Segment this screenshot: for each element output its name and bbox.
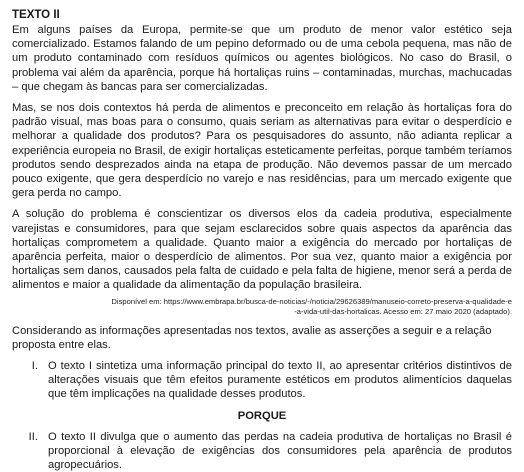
assertion-1-number: I. bbox=[31, 360, 38, 373]
assertion-1-text: O texto I sintetiza uma informação principal do texto II, ao apresentar critérios distintivos de alterações visuais que têm efeitos puramente estéticos em produtos alimentícios daquelas que têm implicações na qualidade desses produtos. bbox=[48, 360, 512, 401]
connector-porque: PORQUE bbox=[237, 409, 287, 422]
paragraph-3: A solução do problema é conscientizar os diversos elos da cadeia produtiva, especialmente varejistas e consumidores, para que sejam esclarecidos sobre quais aspectos da aparência das hortaliças comprometem a qualidade. Quanto maior a exigência do mercado por hortaliças de aparência perfeita, maior o desperdício de alimentos. Por sua vez, quanto maior a exigência por hortaliças sem danos, causados pela falta de cuidado e pela falta de higiene, menor será a perda de alimentos e maior a qualidade da alimentação da população brasileira. bbox=[12, 208, 512, 292]
paragraph-2: Mas, se nos dois contextos há perda de alimentos e preconceito em relação às hortaliças fora do padrão visual, mas boas para o consumo, quais seriam as alternativas para evitar o desperdício e melhorar a qualidade dos produtos? Para os pesquisadores do assunto, não adianta replicar a experiência europeia no Brasil, de exigir hortaliças esteticamente perfeitas, porque também teríamos produtos sendo desprezados ainda na etapa de produção. Não devemos passar de um mercado pouco exigente, que gera desperdício no varejo e nas residências, para um mercado exigente que gera perda no campo. bbox=[12, 102, 512, 200]
source-citation bbox=[12, 297, 512, 317]
paragraph-1: Em alguns países da Europa, permite-se que um produto de menor valor estético seja comercializado. Estamos falando de um pepino deformado ou de uma cebola pequena, mas não de um produto contaminado com resíduos químicos ou agentes biológicos. No caso do Brasil, o problema vai além da aparência, porque há hortaliças ruins – contaminadas, murchas, machucadas – que chegam às bancas para ser comercializadas. bbox=[12, 24, 512, 93]
source-line-1: Disponível em: https://www.embrapa.br/busca-de-noticias/-/noticia/29626389/manuseio-correto-preserva-a-qualidade-e bbox=[111, 296, 512, 306]
assertion-2-number: II. bbox=[28, 430, 38, 443]
source-line-2: -a-vida-util-das-hortalicas. Acesso em: 27 maio 2020 (adaptado). bbox=[294, 306, 512, 316]
instruction-text: Considerando as informações apresentadas nos textos, avalie as asserções a seguir e a relação proposta entre elas. bbox=[12, 324, 492, 351]
assertion-2 bbox=[12, 430, 512, 472]
text-title: TEXTO II bbox=[12, 9, 60, 21]
assertion-2-text: O texto II divulga que o aumento das perdas na cadeia produtiva de hortaliças no Brasil é proporcional à elevação de exigências dos consumidores pela aparência de produtos agropecuários. bbox=[48, 430, 512, 472]
assertion-1 bbox=[12, 359, 512, 402]
